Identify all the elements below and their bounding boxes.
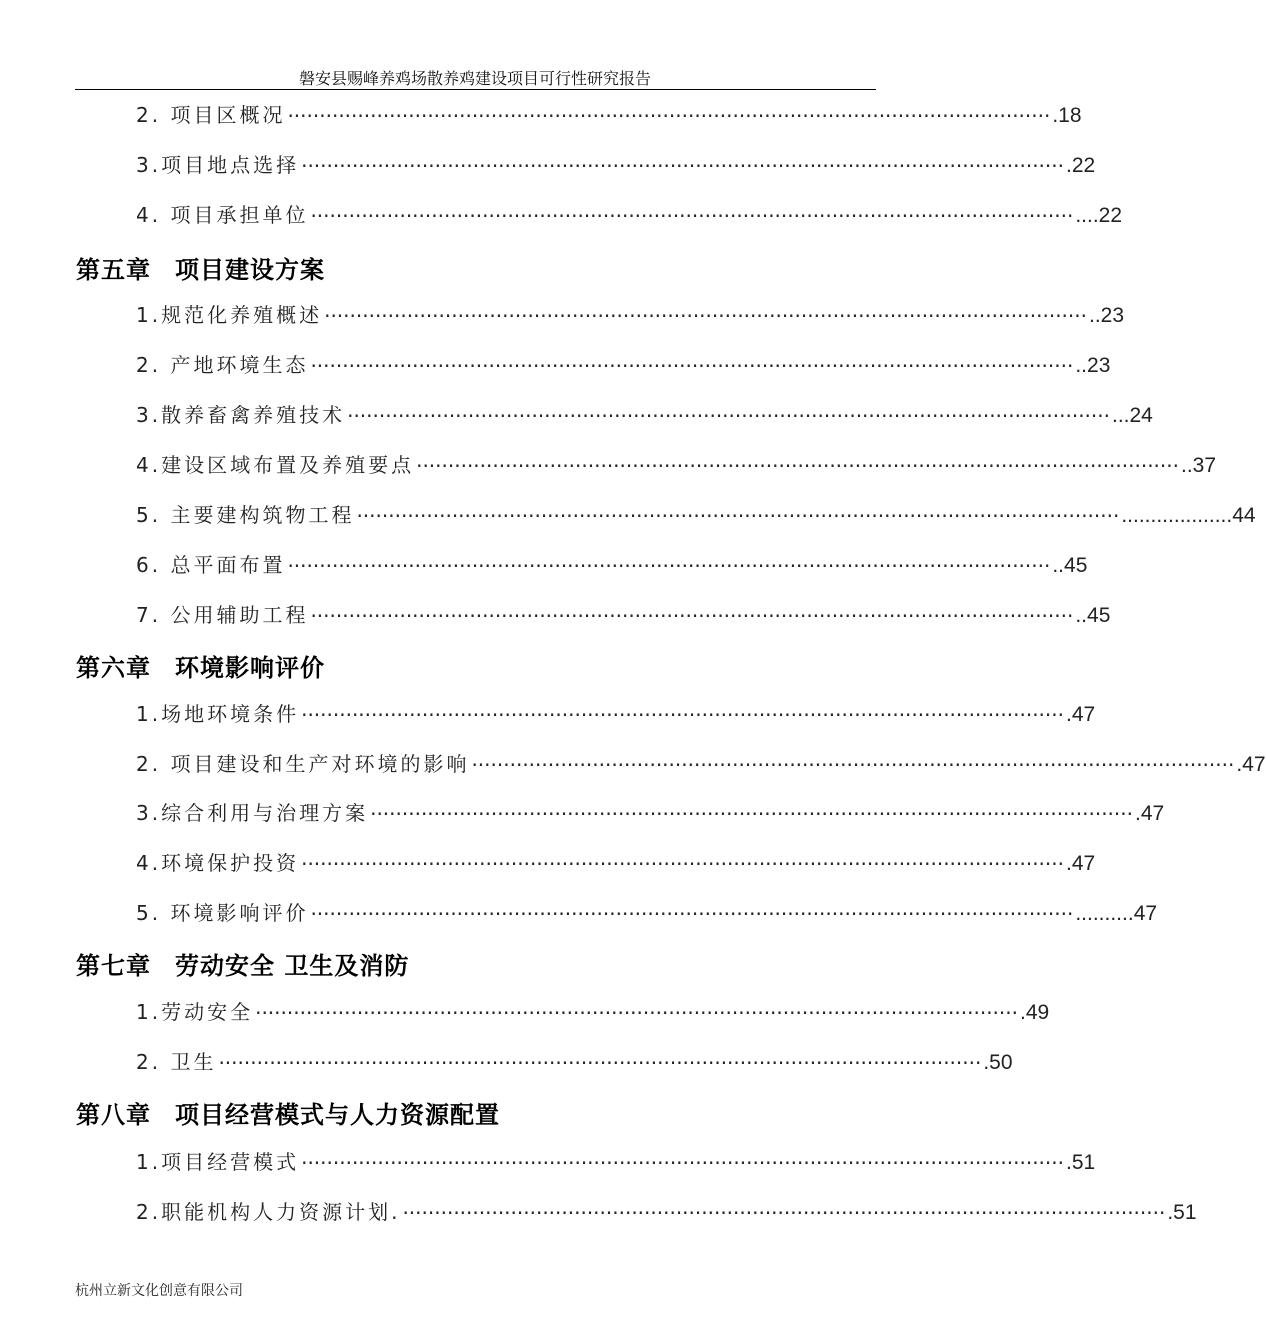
toc-entry-label: 7. 公用辅助工程	[136, 603, 309, 627]
toc-page-number: .51	[1167, 1201, 1197, 1224]
toc-entry-label: 2. 产地环境生态	[136, 353, 309, 377]
dot-leader: ························································································································	[301, 1151, 1064, 1175]
chapter-heading[interactable]	[76, 648, 325, 682]
toc-page-number: ..45	[1075, 604, 1111, 627]
dot-leader: ························································································································	[287, 554, 1051, 578]
dot-leader: ························································································································	[471, 753, 1235, 777]
dot-leader: ························································································································	[301, 852, 1064, 876]
footer-company: 杭州立新文化创意有限公司	[75, 1283, 243, 1299]
dot-leader: ························································································································	[416, 454, 1179, 478]
chapter-number: 第七章	[76, 952, 151, 980]
toc-page-number: ....22	[1075, 204, 1123, 227]
toc-entry-label: 2. 项目建设和生产对环境的影响	[136, 752, 470, 776]
dot-leader: ························································································································	[301, 154, 1064, 178]
dot-leader: ························································································································	[370, 802, 1133, 826]
toc-page-number: ..23	[1075, 354, 1111, 377]
toc-page-number: ..........47	[1075, 902, 1158, 925]
toc-entry-label: 5. 主要建构筑物工程	[136, 503, 355, 527]
toc-page-number: .47	[1065, 852, 1096, 875]
toc-entry[interactable]	[136, 200, 1123, 228]
chapter-heading[interactable]	[76, 1095, 500, 1129]
toc-page-number: .22	[1065, 154, 1096, 177]
toc-entry[interactable]	[136, 997, 1050, 1025]
toc-page-number: .50	[983, 1051, 1013, 1074]
toc-entry-label: 1.项目经营模式	[136, 1150, 300, 1174]
toc-entry-label: 3.散养畜禽养殖技术	[136, 403, 346, 427]
dot-leader: ························································································································	[324, 304, 1087, 328]
toc-entry-label: 2. 项目区概况	[136, 103, 286, 127]
dot-leader: ························································································································	[347, 404, 1110, 428]
chapter-heading[interactable]	[76, 946, 409, 980]
chapter-title: 环境影响评价	[175, 654, 325, 682]
toc-entry[interactable]	[136, 100, 1082, 128]
toc-entry-label: 2.职能机构人力资源计划.	[136, 1200, 401, 1224]
toc-page-number: ..45	[1052, 554, 1088, 577]
toc-entry[interactable]	[136, 450, 1217, 478]
toc-page-number: ...................44	[1121, 504, 1256, 527]
chapter-heading[interactable]	[76, 250, 325, 284]
dot-leader: ························································································································	[310, 204, 1074, 228]
toc-page-number: .51	[1065, 1151, 1096, 1174]
toc-entry-label: 2. 卫生	[136, 1050, 217, 1074]
toc-entry[interactable]	[136, 300, 1125, 328]
toc-entry[interactable]	[136, 898, 1158, 926]
dot-leader: ························································································································	[356, 504, 1120, 528]
chapter-number: 第八章	[76, 1101, 151, 1129]
chapter-title: 项目建设方案	[175, 256, 325, 284]
toc-entry-label: 1.规范化养殖概述	[136, 303, 323, 327]
toc-entry-label: 4.建设区域布置及养殖要点	[136, 453, 415, 477]
toc-page-number: .47	[1134, 802, 1165, 825]
dot-leader: ························································································································	[310, 604, 1074, 628]
toc-entry[interactable]	[136, 848, 1096, 876]
toc-entry[interactable]	[136, 1047, 1013, 1075]
dot-leader: ························································································································	[255, 1001, 1018, 1025]
toc-entry-label: 3.综合利用与治理方案	[136, 801, 369, 825]
toc-entry[interactable]	[136, 1147, 1096, 1175]
toc-entry[interactable]	[136, 550, 1088, 578]
toc-page-number: ..23	[1088, 304, 1125, 327]
toc-page-number: .47	[1065, 703, 1096, 726]
header-rule	[75, 89, 876, 90]
toc-page-number: .18	[1052, 104, 1082, 127]
toc-entry[interactable]	[136, 1197, 1197, 1225]
toc-entry[interactable]	[136, 150, 1096, 178]
toc-entry[interactable]	[136, 600, 1111, 628]
chapter-title: 项目经营模式与人力资源配置	[175, 1101, 500, 1129]
toc-entry-label: 6. 总平面布置	[136, 553, 286, 577]
toc-page-number: ..37	[1180, 454, 1217, 477]
chapter-number: 第五章	[76, 256, 151, 284]
toc-entry[interactable]	[136, 798, 1165, 826]
toc-entry-label: 5. 环境影响评价	[136, 901, 309, 925]
toc-page-number: .49	[1019, 1001, 1050, 1024]
toc-page-number: .47	[1236, 753, 1266, 776]
dot-leader: ························································································································	[310, 902, 1074, 926]
toc-entry-label: 1.场地环境条件	[136, 702, 300, 726]
toc-entry[interactable]	[136, 400, 1153, 428]
toc-page-number: ...24	[1111, 404, 1153, 427]
toc-entry[interactable]	[136, 350, 1111, 378]
dot-leader: ························································································································	[310, 354, 1074, 378]
toc-entry-label: 1.劳动安全	[136, 1000, 254, 1024]
toc-entry-label: 4.环境保护投资	[136, 851, 300, 875]
dot-leader: ························································································································	[218, 1051, 982, 1075]
chapter-number: 第六章	[76, 654, 151, 682]
dot-leader: ························································································································	[301, 703, 1064, 727]
toc-entry-label: 4. 项目承担单位	[136, 203, 309, 227]
dot-leader: ························································································································	[287, 104, 1051, 128]
dot-leader: ························································································································	[402, 1201, 1166, 1225]
toc-entry[interactable]	[136, 699, 1096, 727]
toc-entry-label: 3.项目地点选择	[136, 153, 300, 177]
toc-entry[interactable]	[136, 749, 1266, 777]
running-header-title: 磐安县赐峰养鸡场散养鸡建设项目可行性研究报告	[298, 69, 651, 88]
chapter-title: 劳动安全 卫生及消防	[175, 952, 410, 980]
toc-entry[interactable]	[136, 500, 1256, 528]
